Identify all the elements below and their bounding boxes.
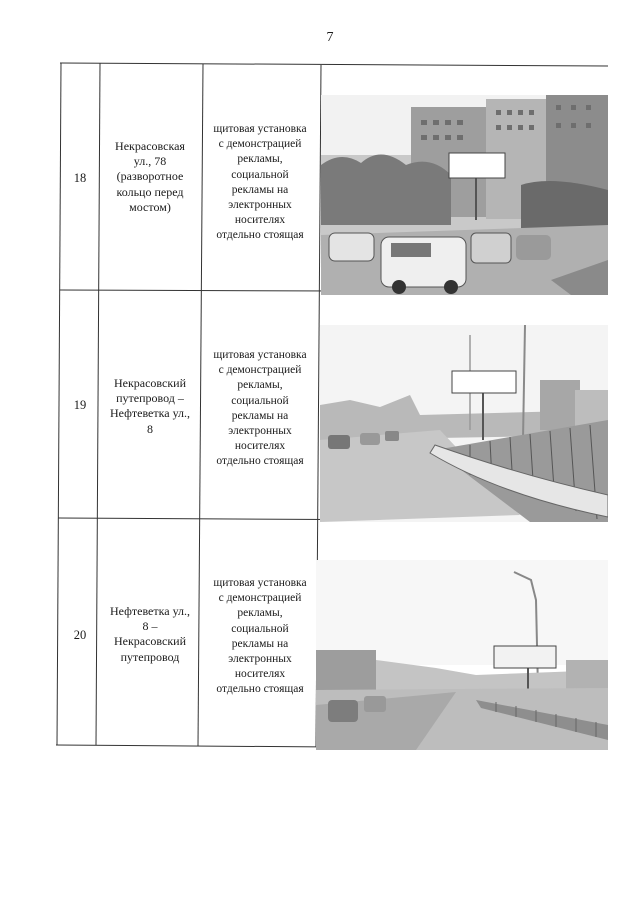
row-address: Некрасовский путепровод – Нефтеветка ул., 8 bbox=[109, 376, 191, 436]
row-address: Нефтеветка ул., 8 – Некрасовский путепровод bbox=[109, 604, 191, 664]
billboard-photo bbox=[316, 560, 608, 750]
row-structure-type: щитовая установка с демонстрацией рекламы, социальной рекламы на электронных носителях отдельно стоящая bbox=[213, 349, 307, 468]
row-structure-type: щитовая установка с демонстрацией рекламы, социальной рекламы на электронных носителях отдельно стоящая bbox=[213, 577, 307, 696]
row-address: Некрасовская ул., 78 (разворотное кольцо перед мостом) bbox=[115, 139, 185, 214]
row-number: 18 bbox=[73, 171, 87, 185]
row-structure-type: щитовая установка с демонстрацией рекламы, социальной рекламы на электронных носителях отдельно стоящая bbox=[213, 123, 307, 242]
billboard-photo bbox=[321, 95, 608, 295]
row-number: 19 bbox=[73, 398, 87, 412]
row-number: 20 bbox=[73, 628, 87, 642]
billboard-photo bbox=[320, 325, 608, 522]
page-number: 7 bbox=[326, 30, 334, 45]
